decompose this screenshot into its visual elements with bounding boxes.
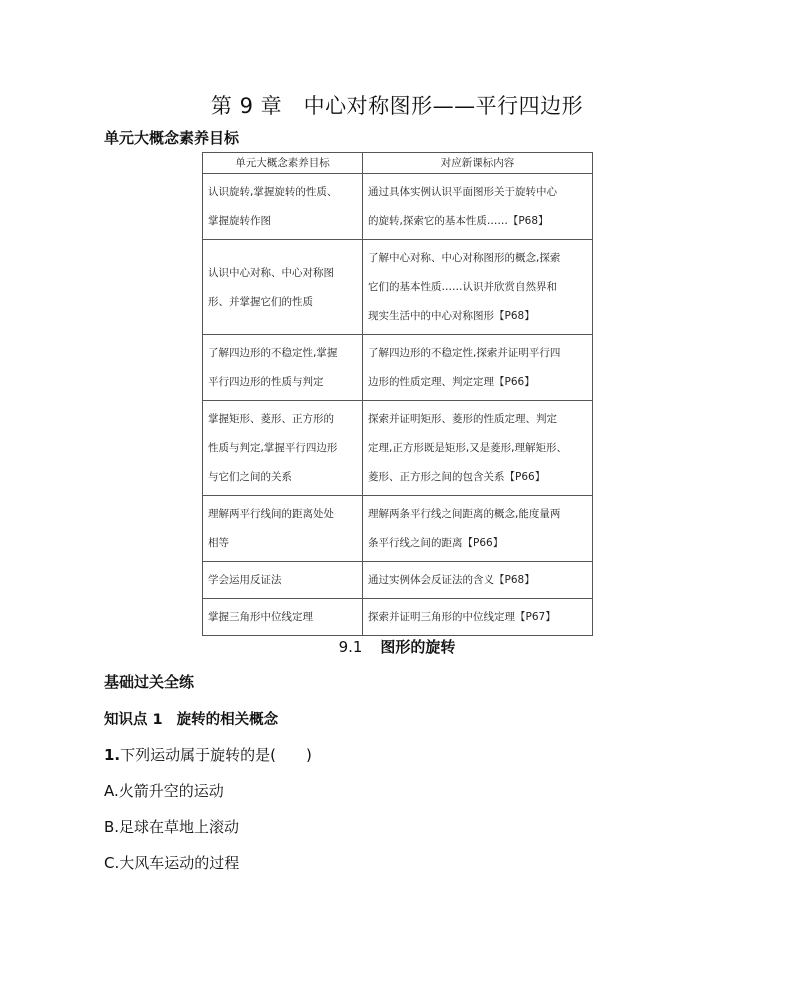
table-row	[203, 174, 593, 240]
standard-cell: 通过具体实例认识平面图形关于旋转中心 的旋转,探索它的基本性质……【P68】	[363, 174, 593, 240]
table-row	[203, 496, 593, 562]
goal-cell: 认识中心对称、中心对称图 形、并掌握它们的性质	[203, 240, 363, 335]
option-a: A.火箭升空的运动	[104, 782, 224, 800]
knowledge-point-heading	[104, 708, 278, 729]
knowledge-point-name: 旋转的相关概念	[176, 712, 279, 728]
goal-cell: 了解四边形的不稳定性,掌握 平行四边形的性质与判定	[203, 335, 363, 401]
goal-cell: 掌握矩形、菱形、正方形的 性质与判定,掌握平行四边形 与它们之间的关系	[203, 401, 363, 496]
table-header-goal: 单元大概念素养目标	[203, 153, 363, 174]
goal-cell: 学会运用反证法	[203, 562, 363, 599]
goal-cell: 掌握三角形中位线定理	[203, 599, 363, 636]
standard-cell: 探索并证明三角形的中位线定理【P67】	[363, 599, 593, 636]
goal-cell: 理解两平行线间的距离处处 相等	[203, 496, 363, 562]
standard-cell: 了解四边形的不稳定性,探索并证明平行四 边形的性质定理、判定定理【P66】	[363, 335, 593, 401]
standard-cell: 通过实例体会反证法的含义【P68】	[363, 562, 593, 599]
knowledge-point-label: 知识点 1	[104, 712, 163, 728]
table-row	[203, 599, 593, 636]
table-row	[203, 240, 593, 335]
question-number: 1.	[104, 746, 121, 764]
question-text: 下列运动属于旋转的是( )	[120, 746, 312, 764]
option-b: B.足球在草地上滚动	[104, 818, 240, 836]
standard-cell: 理解两条平行线之间距离的概念,能度量两 条平行线之间的距离【P66】	[363, 496, 593, 562]
table-row	[203, 401, 593, 496]
goals-table	[202, 152, 593, 636]
standard-cell: 了解中心对称、中心对称图形的概念,探索 它们的基本性质……认识并欣赏自然界和 现实生活中的中心对称图形【P68】	[363, 240, 593, 335]
section-title	[0, 636, 794, 657]
table-header-standard: 对应新课标内容	[363, 153, 593, 174]
table-header-row	[203, 153, 593, 174]
option-c: C.大风车运动的过程	[104, 854, 240, 872]
chapter-title: 第 9 章 中心对称图形——平行四边形	[210, 94, 584, 118]
question-stem	[104, 744, 312, 765]
section-number: 9.1	[338, 638, 363, 656]
section-name: 图形的旋转	[380, 638, 456, 656]
unit-heading: 单元大概念素养目标	[104, 129, 240, 147]
goal-cell: 认识旋转,掌握旋转的性质、 掌握旋转作图	[203, 174, 363, 240]
standard-cell: 探索并证明矩形、菱形的性质定理、判定 定理,正方形既是矩形,又是菱形,理解矩形、 菱形、正方形之间的包含关系【P66】	[363, 401, 593, 496]
table-row	[203, 335, 593, 401]
table-row	[203, 562, 593, 599]
practice-heading: 基础过关全练	[104, 673, 195, 691]
